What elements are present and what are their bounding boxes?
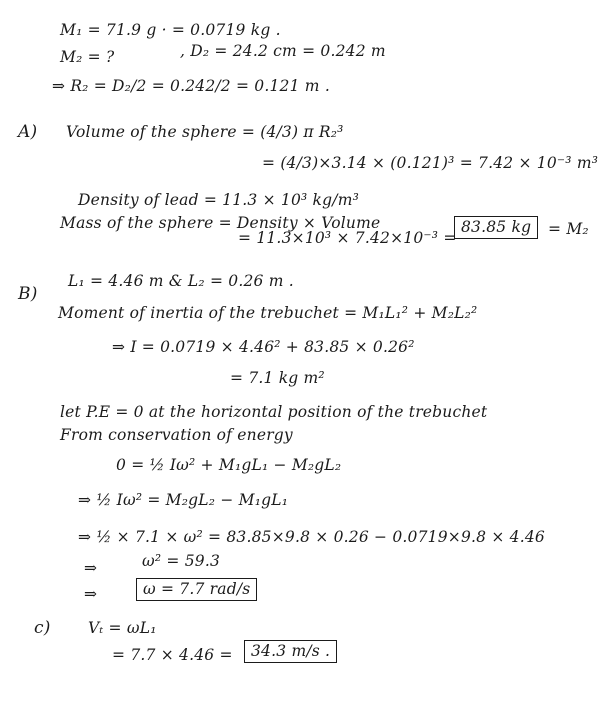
part-a-label: A): [18, 122, 38, 142]
energy-substitution: ⇒ ½ × 7.1 × ω² = 83.85×9.8 × 0.26 − 0.0719×9.8 × 4.46: [78, 528, 545, 546]
velocity-answer-box: [244, 640, 337, 663]
radius-line: ⇒ R₂ = D₂/2 = 0.242/2 = 0.121 m .: [52, 77, 330, 95]
omega-squared-line: ω² = 59.3: [142, 552, 221, 570]
part-c-label: c): [34, 618, 51, 638]
diameter-line: , D₂ = 24.2 cm = 0.242 m: [180, 42, 386, 60]
volume-formula: Volume of the sphere = (4/3) π R₂³: [66, 123, 344, 141]
inertia-substitution: ⇒ I = 0.0719 × 4.46² + 83.85 × 0.26²: [112, 338, 415, 356]
velocity-answer: 34.3 m/s .: [244, 640, 337, 663]
volume-result: = (4/3)×3.14 × (0.121)³ = 7.42 × 10⁻³ m³: [262, 154, 599, 172]
inertia-result: = 7.1 kg m²: [230, 369, 325, 387]
part-b-label: B): [18, 284, 38, 304]
mass-answer: 83.85 kg: [454, 216, 538, 239]
mass-calculation: = 11.3×10³ × 7.42×10⁻³ =: [238, 229, 457, 247]
omega-answer: ω = 7.7 rad/s: [136, 578, 257, 601]
conservation-line: From conservation of energy: [60, 426, 293, 444]
velocity-formula: Vₜ = ωL₁: [88, 619, 157, 637]
velocity-calculation: = 7.7 × 4.46 =: [112, 646, 233, 664]
mass-answer-box: [454, 216, 538, 239]
potential-energy-line: let P.E = 0 at the horizontal position of the trebuchet: [60, 403, 488, 421]
implies-arrow-1: ⇒: [84, 559, 98, 577]
mass-formula: Mass of the sphere = Density × Volume: [60, 214, 381, 232]
inertia-formula: Moment of inertia of the trebuchet = M₁L₁² + M₂L₂²: [58, 304, 478, 322]
omega-answer-box: [136, 578, 257, 601]
density-line: Density of lead = 11.3 × 10³ kg/m³: [78, 191, 360, 209]
mass1-line: M₁ = 71.9 g · = 0.0719 kg .: [60, 21, 281, 39]
mass2-line: M₂ = ?: [60, 48, 115, 66]
energy-equation: 0 = ½ Iω² + M₁gL₁ − M₂gL₂: [116, 456, 342, 474]
lengths-line: L₁ = 4.46 m & L₂ = 0.26 m .: [68, 272, 294, 290]
mass-symbol: = M₂: [548, 220, 589, 238]
implies-arrow-2: ⇒: [84, 585, 98, 603]
energy-rearranged: ⇒ ½ Iω² = M₂gL₂ − M₁gL₁: [78, 491, 289, 509]
